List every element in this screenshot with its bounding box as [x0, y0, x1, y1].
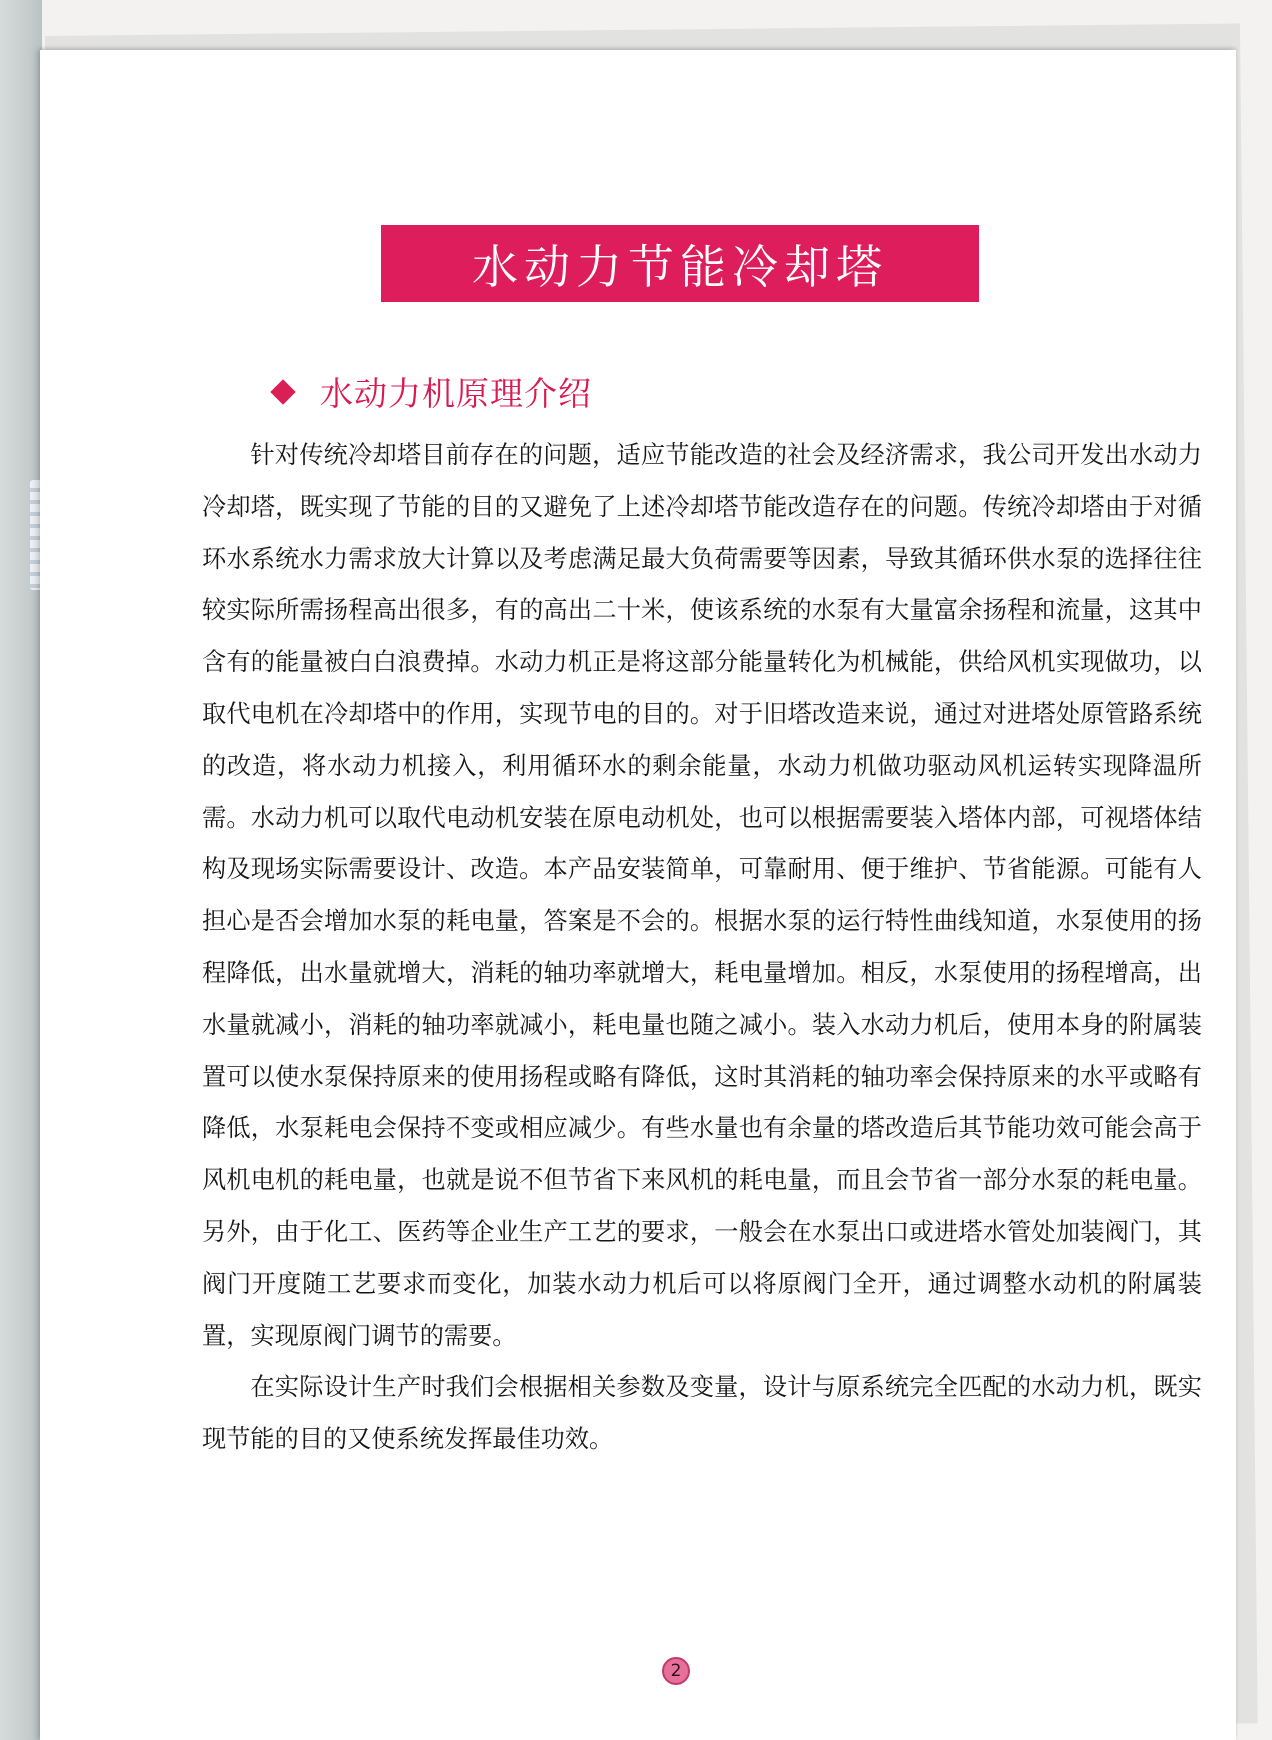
paragraph-1: 针对传统冷却塔目前存在的问题，适应节能改造的社会及经济需求，我公司开发出水动力冷却塔，既实现了节能的目的又避免了上述冷却塔节能改造存在的问题。传统冷却塔由于对循环水系统水力需求放大计算以及考虑满足最大负荷需要等因素，导致其循环供水泵的选择往往较实际所需扬程高出很多，有的高出二十米，使该系统的水泵有大量富余扬程和流量，这其中含有的能量被白白浪费掉。水动力机正是将这部分能量转化为机械能，供给风机实现做功，以取代电机在冷却塔中的作用，实现节电的目的。对于旧塔改造来说，通过对进塔处原管路系统的改造，将水动力机接入，利用循环水的剩余能量，水动力机做功驱动风机运转实现降温所需。水动力机可以取代电动机安装在原电动机处，也可以根据需要装入塔体内部，可视塔体结构及现场实际需要设计、改造。本产品安装简单，可靠耐用、便于维护、节省能源。可能有人担心是否会增加水泵的耗电量，答案是不会的。根据水泵的运行特性曲线知道，水泵使用的扬程降低，出水量就增大，消耗的轴功率就增大，耗电量增加。相反，水泵使用的扬程增高，出水量就减小，消耗的轴功率就减小，耗电量也随之减小。装入水动力机后，使用本身的附属装置可以使水泵保持原来的使用扬程或略有降低，这时其消耗的轴功率会保持原来的水平或略有降低，水泵耗电会保持不变或相应减少。有些水量也有余量的塔改造后其节能功效可能会高于风机电机的耗电量，也就是说不但节省下来风机的耗电量，而且会节省一部分水泵的耗电量。另外，由于化工、医药等企业生产工艺的要求，一般会在水泵出口或进塔水管处加装阀门，其阀门开度随工艺要求而变化，加装水动力机后可以将原阀门全开，通过调整水动机的附属装置，实现原阀门调节的需要。 [202, 441, 1202, 1350]
document-page [40, 50, 1236, 1740]
page-number-badge: 2 [662, 1657, 690, 1685]
body-text [202, 430, 1202, 1466]
diamond-icon [270, 379, 295, 404]
paragraph-2: 在实际设计生产时我们会根据相关参数及变量，设计与原系统完全匹配的水动力机，既实现节能的目的又使系统发挥最佳功效。 [202, 1373, 1202, 1454]
title-banner [381, 225, 979, 302]
section-title: 水动力机原理介绍 [320, 374, 592, 413]
section-heading [270, 368, 592, 415]
page-title: 水动力节能冷却塔 [472, 239, 888, 294]
binding-spine [0, 0, 42, 1740]
